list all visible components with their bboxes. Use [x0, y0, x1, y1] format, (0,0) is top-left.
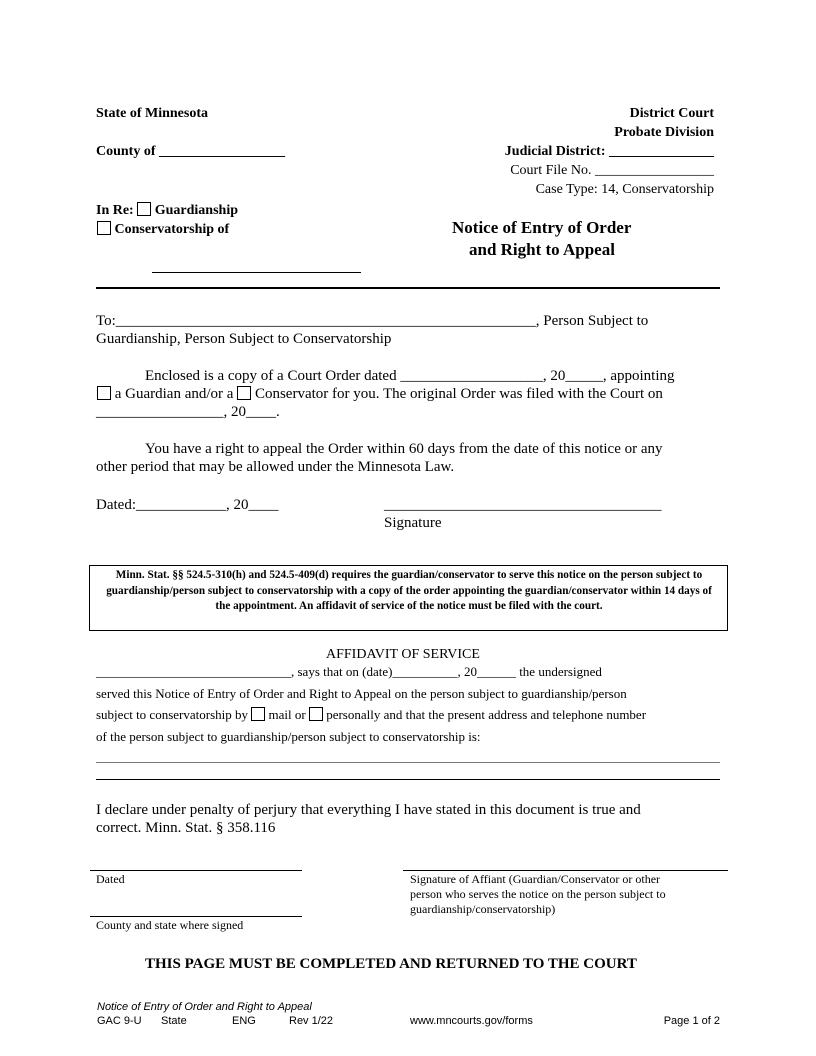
- affiant-label-2: person who serves the notice on the person subject to: [410, 887, 666, 901]
- guardian-label: a Guardian and/or a: [114, 386, 234, 402]
- statute-notice-text: Minn. Stat. §§ 524.5-310(h) and 524.5-409(d) requires the guardian/conservator to serve this notice on the person subject to guardianship/person subject to conservatorship with a copy of the order appointing the guardian/conservator within 14 days of the appointment. An affidavit of service of the notice must be filed with the court.: [106, 569, 712, 612]
- declaration-line-2: correct. Minn. Stat. § 358.116: [96, 820, 276, 836]
- affiant-label-3: guardianship/conservatorship): [410, 902, 556, 916]
- dated-line[interactable]: Dated:____________, 20____: [96, 497, 279, 513]
- address-line-1[interactable]: [96, 762, 720, 763]
- appeal-line-1: You have a right to appeal the Order within 60 days from the date of this notice or any: [145, 441, 663, 457]
- affidavit-line-1[interactable]: ______________________________, says that on (date)__________, 20______ the undersigned: [96, 664, 602, 679]
- footer-form-title: Notice of Entry of Order and Right to Appeal: [97, 1001, 312, 1013]
- dated-label: Dated: [96, 872, 125, 886]
- caption-divider: [96, 287, 720, 289]
- county-label: County of: [96, 144, 156, 159]
- conservatorship-label: Conservatorship of: [114, 222, 230, 237]
- in-re-label: In Re:: [96, 203, 134, 218]
- judicial-district-label: Judicial District:: [504, 144, 606, 159]
- court-label: District Court: [629, 106, 714, 121]
- return-notice: THIS PAGE MUST BE COMPLETED AND RETURNED TO THE COURT: [145, 956, 637, 972]
- enclosed-line-1[interactable]: Enclosed is a copy of a Court Order dated ___________________, 20_____, appointing: [145, 368, 675, 384]
- footer-website-link[interactable]: www.mncourts.gov/forms: [410, 1015, 533, 1027]
- signature-label: Signature: [384, 515, 442, 531]
- court-file-blank: _________________: [595, 163, 714, 178]
- conservatorship-checkbox[interactable]: [97, 221, 111, 235]
- county-field[interactable]: [96, 144, 285, 160]
- signature-line[interactable]: _____________________________________: [384, 497, 662, 513]
- court-file-label: Court File No.: [510, 163, 592, 178]
- affiant-label-1: Signature of Affiant (Guardian/Conservator or other: [410, 872, 661, 886]
- footer-form-code: GAC 9-U: [97, 1015, 142, 1027]
- declaration-line-1: I declare under penalty of perjury that everything I have stated in this document is true and: [96, 802, 641, 818]
- conservatorship-row: [97, 221, 229, 238]
- affidavit-heading: AFFIDAVIT OF SERVICE: [326, 647, 480, 662]
- form-title-line1: Notice of Entry of Order: [452, 218, 632, 237]
- affidavit-line-3: [96, 707, 646, 723]
- mail-checkbox[interactable]: [251, 707, 265, 721]
- footer-page-number: Page 1 of 2: [663, 1015, 720, 1027]
- state-label: State of Minnesota: [96, 106, 208, 121]
- judicial-district-field[interactable]: [505, 144, 714, 160]
- in-re-row: [96, 202, 238, 219]
- county-signature-line[interactable]: [90, 916, 302, 917]
- service-method-label: subject to conservatorship by: [96, 707, 248, 722]
- address-line-2[interactable]: [96, 779, 720, 780]
- dated-signature-line[interactable]: [90, 870, 302, 871]
- division-label: Probate Division: [614, 125, 714, 140]
- personally-checkbox[interactable]: [309, 707, 323, 721]
- personally-label: personally and that the present address and telephone number: [326, 707, 647, 722]
- footer-language: ENG: [232, 1015, 256, 1027]
- affiant-signature-line[interactable]: [403, 870, 728, 871]
- form-title-line2: and Right to Appeal: [469, 240, 615, 259]
- court-file-field[interactable]: [510, 163, 714, 179]
- guardianship-label: Guardianship: [154, 203, 238, 218]
- conservator-checkbox[interactable]: [237, 386, 251, 400]
- judicial-district-blank: _______________: [609, 144, 714, 159]
- conservator-label: Conservator for you. The original Order was filed with the Court on: [254, 386, 663, 402]
- guardian-checkbox[interactable]: [97, 386, 111, 400]
- enclosed-line-2: [97, 386, 663, 403]
- appeal-line-2: other period that may be allowed under the Minnesota Law.: [96, 459, 455, 475]
- affidavit-line-2: served this Notice of Entry of Order and Right to Appeal on the person subject to guardianship/person: [96, 686, 627, 701]
- guardianship-checkbox[interactable]: [137, 202, 151, 216]
- mail-label: mail or: [268, 707, 306, 722]
- case-type: Case Type: 14, Conservatorship: [535, 182, 714, 197]
- county-signed-label: County and state where signed: [96, 918, 244, 932]
- to-line[interactable]: To:________________________________________________________, Person Subject to: [96, 313, 649, 329]
- footer-revision: Rev 1/22: [289, 1015, 334, 1027]
- county-blank: __________________: [159, 144, 286, 159]
- footer-scope: State: [161, 1015, 187, 1027]
- to-line-2: Guardianship, Person Subject to Conservatorship: [96, 331, 392, 347]
- respondent-name-line[interactable]: [152, 272, 361, 273]
- affidavit-line-4: of the person subject to guardianship/person subject to conservatorship is:: [96, 729, 481, 744]
- enclosed-line-3[interactable]: _________________, 20____.: [96, 404, 280, 420]
